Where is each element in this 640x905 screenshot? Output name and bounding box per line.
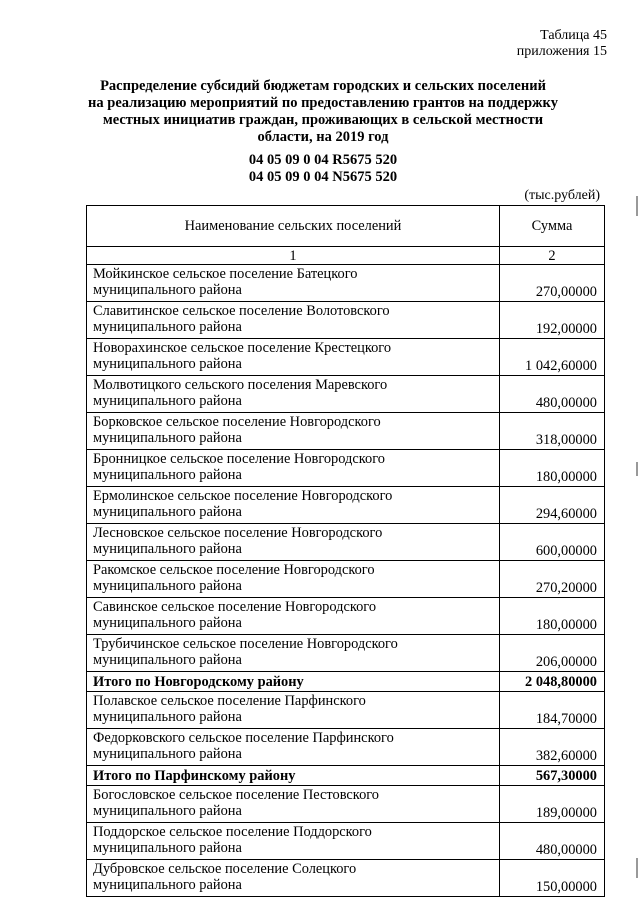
settlement-name: [87, 823, 500, 860]
table-row: [87, 376, 605, 413]
settlement-name-line: Богословское сельское поселение Пестовского: [93, 787, 380, 803]
settlement-name: [87, 339, 500, 376]
budget-codes: [78, 152, 568, 186]
subsidy-amount: 192,00000: [500, 302, 605, 339]
title-line: на реализацию мероприятий по предоставлению грантов на поддержку: [88, 95, 558, 111]
table-row: [87, 786, 605, 823]
title-line: местных инициатив граждан, проживающих в сельской местности: [102, 112, 544, 128]
column-header-name: Наименование сельских поселений: [87, 206, 500, 247]
scan-edge-mark: [636, 462, 638, 476]
table-row: [87, 487, 605, 524]
settlement-name: [87, 450, 500, 487]
subsidy-amount: 2 048,80000: [500, 672, 605, 692]
subsidy-amount: 189,00000: [500, 786, 605, 823]
subsidy-amount: 270,20000: [500, 561, 605, 598]
table-row: [87, 635, 605, 672]
settlement-name-line: Поддорское сельское поселение Поддорского: [93, 824, 372, 840]
column-number: 2: [500, 247, 605, 265]
subsidy-amount: 184,70000: [500, 692, 605, 729]
settlement-name: [87, 786, 500, 823]
settlement-name: [87, 524, 500, 561]
appendix-number: приложения 15: [516, 44, 607, 59]
subsidy-amount: 180,00000: [500, 450, 605, 487]
table-row: [87, 729, 605, 766]
settlement-name-line: Бронницкое сельское поселение Новгородского: [93, 451, 385, 467]
settlement-name-line: муниципального района: [93, 578, 242, 594]
table-row: [87, 302, 605, 339]
settlement-name-line: муниципального района: [93, 652, 242, 668]
settlement-name: [87, 860, 500, 897]
settlement-name: [87, 376, 500, 413]
table-reference: [517, 28, 607, 60]
subsidy-table: [86, 205, 605, 897]
settlement-name-line: Мойкинское сельское поселение Батецкого: [93, 266, 358, 282]
table-header-row: [87, 206, 605, 247]
budget-code: 04 05 09 0 04 N5675 520: [248, 169, 398, 185]
subsidy-amount: 480,00000: [500, 376, 605, 413]
settlement-name-line: муниципального района: [93, 467, 242, 483]
settlement-name-line: муниципального района: [93, 541, 242, 557]
settlement-name-line: Савинское сельское поселение Новгородского: [93, 599, 377, 615]
settlement-name: [87, 265, 500, 302]
settlement-name-line: Лесновское сельское поселение Новгородского: [93, 525, 383, 541]
column-number-row: [87, 247, 605, 265]
settlement-name-line: муниципального района: [93, 319, 242, 335]
settlement-name: [87, 672, 500, 692]
subsidy-amount: 318,00000: [500, 413, 605, 450]
subsidy-amount: 150,00000: [500, 860, 605, 897]
table-total-row: [87, 766, 605, 786]
subsidy-amount: 382,60000: [500, 729, 605, 766]
table-row: [87, 524, 605, 561]
subsidy-amount: 600,00000: [500, 524, 605, 561]
settlement-name: [87, 766, 500, 786]
settlement-name-line: Дубровское сельское поселение Солецкого: [93, 861, 357, 877]
settlement-name-line: муниципального района: [93, 803, 242, 819]
settlement-name-line: муниципального района: [93, 393, 242, 409]
settlement-name-line: Трубичинское сельское поселение Новгородского: [93, 636, 398, 652]
table-total-row: [87, 672, 605, 692]
table-number: Таблица 45: [540, 28, 607, 43]
table-row: [87, 860, 605, 897]
subsidy-amount: 270,00000: [500, 265, 605, 302]
title-line: Распределение субсидий бюджетам городских и сельских поселений: [100, 78, 546, 94]
settlement-name: [87, 487, 500, 524]
subsidy-amount: 206,00000: [500, 635, 605, 672]
settlement-name: [87, 561, 500, 598]
settlement-name-line: муниципального района: [93, 746, 242, 762]
settlement-name-line: муниципального района: [93, 840, 242, 856]
settlement-name-line: Новорахинское сельское поселение Крестецкого: [93, 340, 392, 356]
table-row: [87, 413, 605, 450]
title-line: области, на 2019 год: [257, 129, 389, 145]
settlement-name-line: муниципального района: [93, 356, 242, 372]
settlement-name-line: муниципального района: [93, 709, 242, 725]
settlement-name-line: муниципального района: [93, 877, 242, 893]
subsidy-amount: 294,60000: [500, 487, 605, 524]
column-number: 1: [87, 247, 500, 265]
subsidy-amount: 480,00000: [500, 823, 605, 860]
settlement-name-line: Полавское сельское поселение Парфинского: [93, 693, 366, 709]
settlement-name: [87, 729, 500, 766]
subsidy-amount: 1 042,60000: [500, 339, 605, 376]
table-row: [87, 598, 605, 635]
settlement-name-line: муниципального района: [93, 430, 242, 446]
column-header-sum: Сумма: [500, 206, 605, 247]
settlement-name: [87, 413, 500, 450]
settlement-name: [87, 598, 500, 635]
table-row: [87, 450, 605, 487]
table-row: [87, 692, 605, 729]
settlement-name: [87, 302, 500, 339]
settlement-name-line: Молвотицкого сельского поселения Маревского: [93, 377, 388, 393]
table-row: [87, 265, 605, 302]
units-label: (тыс.рублей): [524, 188, 600, 203]
settlement-name-line: Борковское сельское поселение Новгородского: [93, 414, 381, 430]
budget-code: 04 05 09 0 04 R5675 520: [248, 152, 398, 168]
settlement-name-line: муниципального района: [93, 282, 242, 298]
table-row: [87, 561, 605, 598]
settlement-name-line: Итого по Новгородскому району: [93, 673, 304, 690]
table-row: [87, 823, 605, 860]
subsidy-amount: 567,30000: [500, 766, 605, 786]
settlement-name-line: Ермолинское сельское поселение Новгородского: [93, 488, 393, 504]
scan-edge-mark: [636, 196, 638, 216]
settlement-name-line: Итого по Парфинскому району: [93, 767, 296, 784]
document-title: [78, 78, 568, 146]
settlement-name-line: муниципального района: [93, 504, 242, 520]
subsidy-amount: 180,00000: [500, 598, 605, 635]
scan-edge-mark: [636, 858, 638, 878]
table-row: [87, 339, 605, 376]
settlement-name: [87, 692, 500, 729]
settlement-name-line: Федорковского сельское поселение Парфинского: [93, 730, 394, 746]
settlement-name: [87, 635, 500, 672]
settlement-name-line: муниципального района: [93, 615, 242, 631]
settlement-name-line: Славитинское сельское поселение Волотовского: [93, 303, 390, 319]
settlement-name-line: Ракомское сельское поселение Новгородского: [93, 562, 375, 578]
